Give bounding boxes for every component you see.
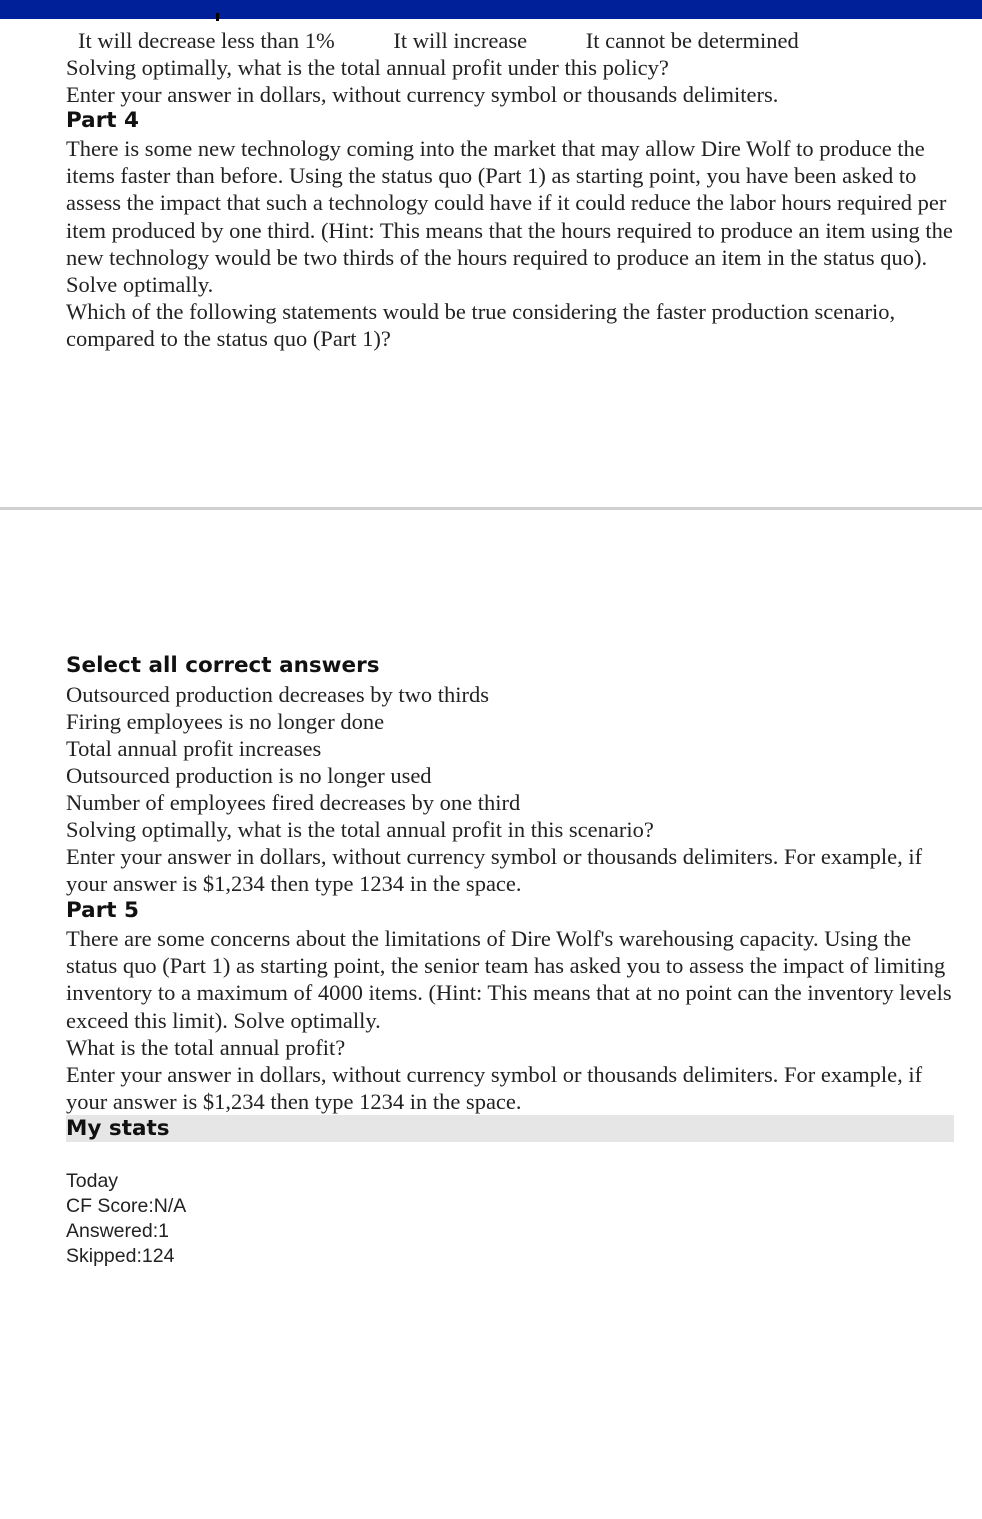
stats-skipped: Skipped:124 — [66, 1245, 175, 1267]
part4-question: Which of the following statements would be true considering the faster production scenario, compared to the status quo (Part 1)? — [66, 299, 896, 352]
stats-answered: Answered:1 — [66, 1220, 169, 1242]
my-stats-header — [66, 1115, 954, 1142]
part5-question: What is the total annual profit? — [66, 1035, 346, 1060]
answer-option[interactable]: Outsourced production decreases by two thirds — [66, 682, 490, 707]
part5-title: Part 5 — [66, 898, 140, 923]
part4-description: There is some new technology coming into the market that may allow Dire Wolf to produce the items faster than before. Using the status quo (Part 1) as starting point, you have been asked to assess the impact that such a technology could have if it could reduce the labor hours required per item produced by one third. (Hint: This means that the hours required to produce an item using the new technology would be two thirds of the hours required to produce an item in the status quo). Solve optimally. — [66, 136, 953, 298]
top-navigation-bar — [0, 0, 982, 19]
part5-description: There are some concerns about the limitations of Dire Wolf's warehousing capacity. Using the status quo (Part 1) as starting point, the senior team has asked you to assess the impact of limiting inventory to a maximum of 4000 items. (Hint: This means that at no point can the inventory levels exceed this limit). Solve optimally. — [66, 926, 952, 1033]
part4-instruction: Enter your answer in dollars, without currency symbol or thousands delimiters. For example, if your answer is $1,234 then type 1234 in the space. — [66, 844, 923, 897]
part3-option-undetermined[interactable]: It cannot be determined — [585, 28, 799, 53]
answer-option[interactable]: Outsourced production is no longer used — [66, 763, 432, 788]
answer-option[interactable]: Total annual profit increases — [66, 736, 322, 761]
part4-title: Part 4 — [66, 108, 140, 133]
part3-options — [78, 27, 799, 54]
part3-question: Solving optimally, what is the total annual profit under this policy? — [66, 55, 669, 80]
topbar-edge-mark — [216, 13, 219, 21]
my-stats-title: My stats — [66, 1116, 170, 1141]
part3-option-decrease[interactable]: It will decrease less than 1% — [78, 28, 335, 53]
answer-option[interactable]: Firing employees is no longer done — [66, 709, 385, 734]
select-all-label: Select all correct answers — [66, 653, 380, 678]
part3-option-increase[interactable]: It will increase — [393, 28, 528, 53]
part3-instruction: Enter your answer in dollars, without currency symbol or thousands delimiters. — [66, 82, 779, 107]
stats-cf-score: CF Score:N/A — [66, 1195, 187, 1217]
part4-profit-question: Solving optimally, what is the total annual profit in this scenario? — [66, 817, 654, 842]
part5-instruction: Enter your answer in dollars, without currency symbol or thousands delimiters. For example, if your answer is $1,234 then type 1234 in the space. — [66, 1062, 923, 1115]
section-divider — [0, 507, 982, 510]
answer-option[interactable]: Number of employees fired decreases by one third — [66, 790, 521, 815]
stats-period: Today — [66, 1170, 119, 1192]
